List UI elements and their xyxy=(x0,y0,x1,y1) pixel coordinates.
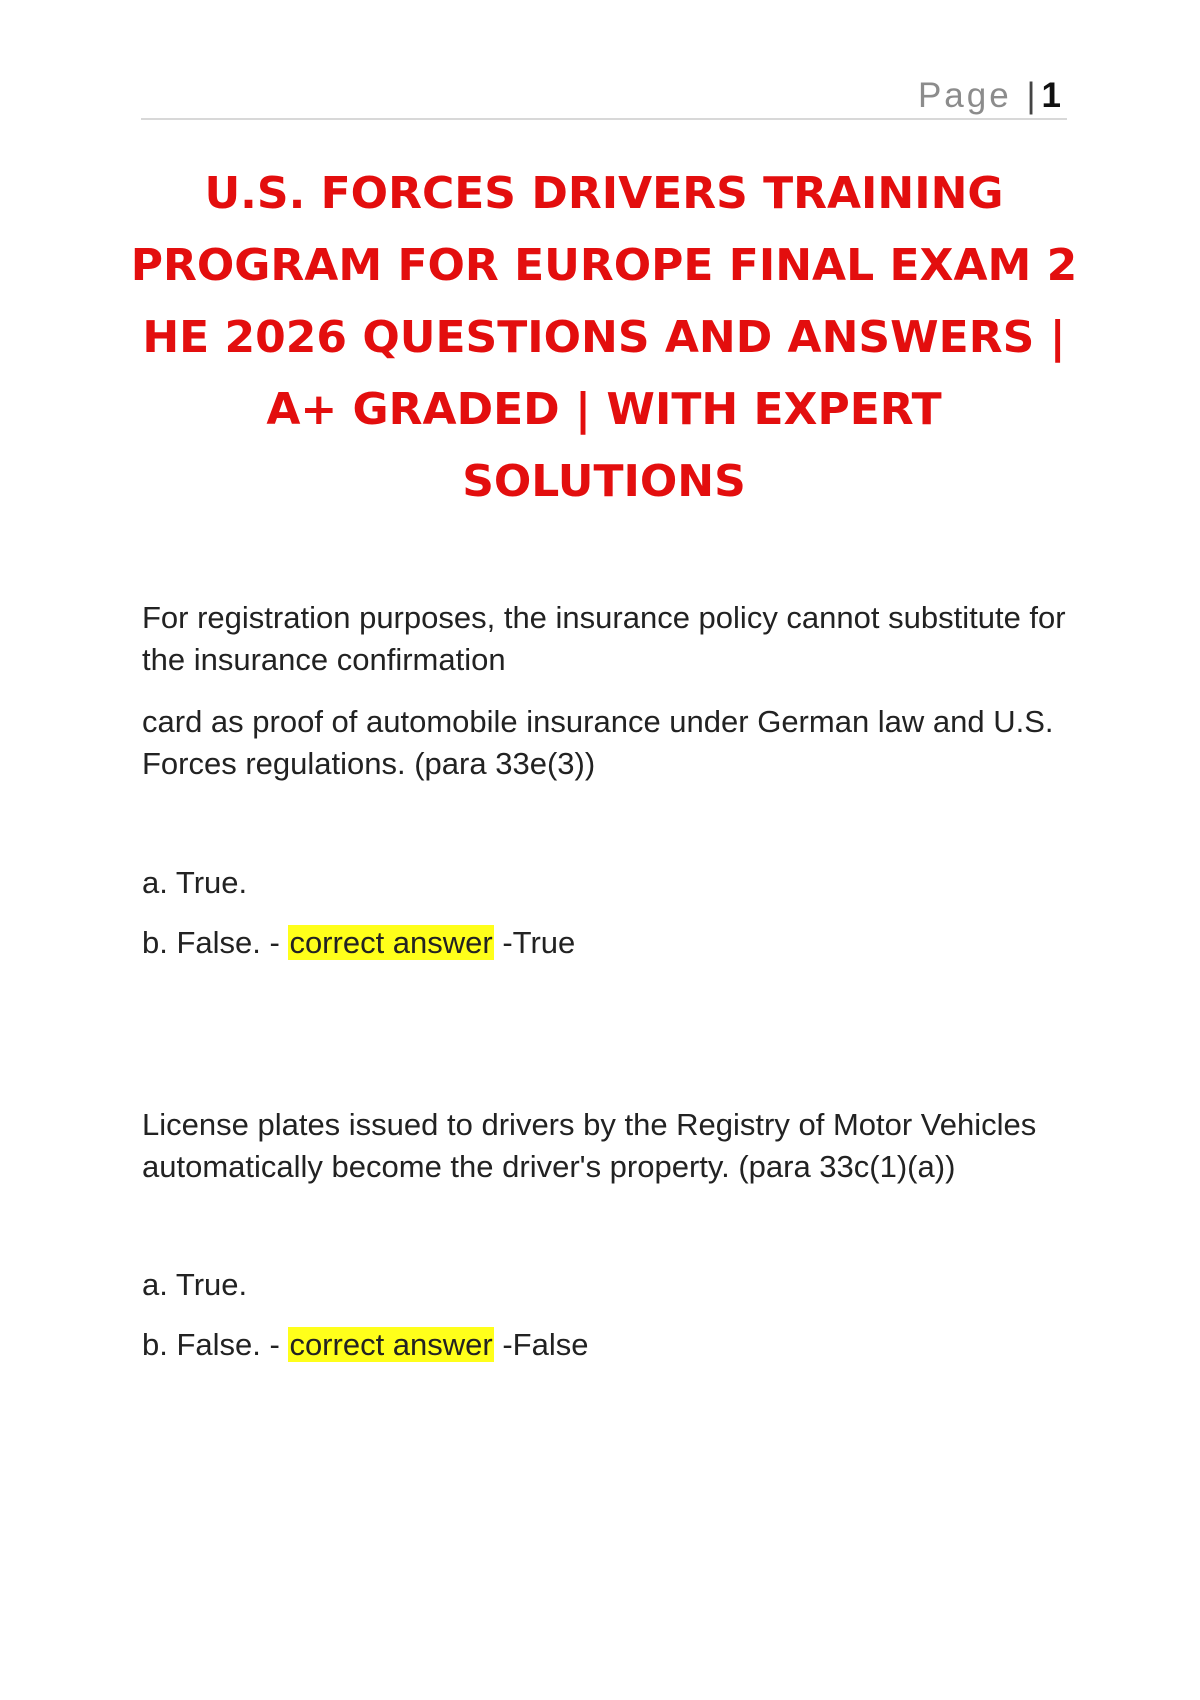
page-number-indicator xyxy=(918,76,1061,116)
question-2-correct-answer-label: correct answer xyxy=(289,1327,493,1362)
document-title: U.S. FORCES DRIVERS TRAINING PROGRAM FOR EUROPE FINAL EXAM 2 HE 2026 QUESTIONS AND ANSWERS | A+ GRADED | WITH EXPERT SOLUTIONS xyxy=(130,168,1078,507)
page-label: Page xyxy=(917,76,1012,115)
question-1-text-line-2: card as proof of automobile insurance under German law and U.S. Forces regulations. (para 33e(3)) xyxy=(142,704,1054,781)
question-1-option-b xyxy=(142,922,575,964)
question-2-text-line: License plates issued to drivers by the Registry of Motor Vehicles automatically become the driver's property. (para 33c(1)(a)) xyxy=(142,1107,1037,1184)
question-1-correct-answer-label: correct answer xyxy=(289,925,493,960)
question-1-option-a: a. True. xyxy=(142,865,248,900)
question-1-answer-value: -True xyxy=(493,925,576,960)
page-header xyxy=(141,72,1067,120)
question-2-option-a: a. True. xyxy=(142,1267,248,1302)
page-number: 1 xyxy=(1041,76,1061,115)
question-1-text-part-1 xyxy=(142,597,1082,681)
question-2-option-b xyxy=(142,1324,588,1366)
page-separator: | xyxy=(1026,76,1036,115)
question-1-text-line-1: For registration purposes, the insurance policy cannot substitute for the insurance confirmation xyxy=(142,600,1066,677)
question-2-option-b-prefix: b. False. - xyxy=(142,1327,289,1362)
question-2-text xyxy=(142,1104,1082,1188)
question-1-option-b-prefix: b. False. - xyxy=(142,925,289,960)
question-2-answer-value: -False xyxy=(493,1327,589,1362)
question-1-text-part-2 xyxy=(142,701,1082,785)
